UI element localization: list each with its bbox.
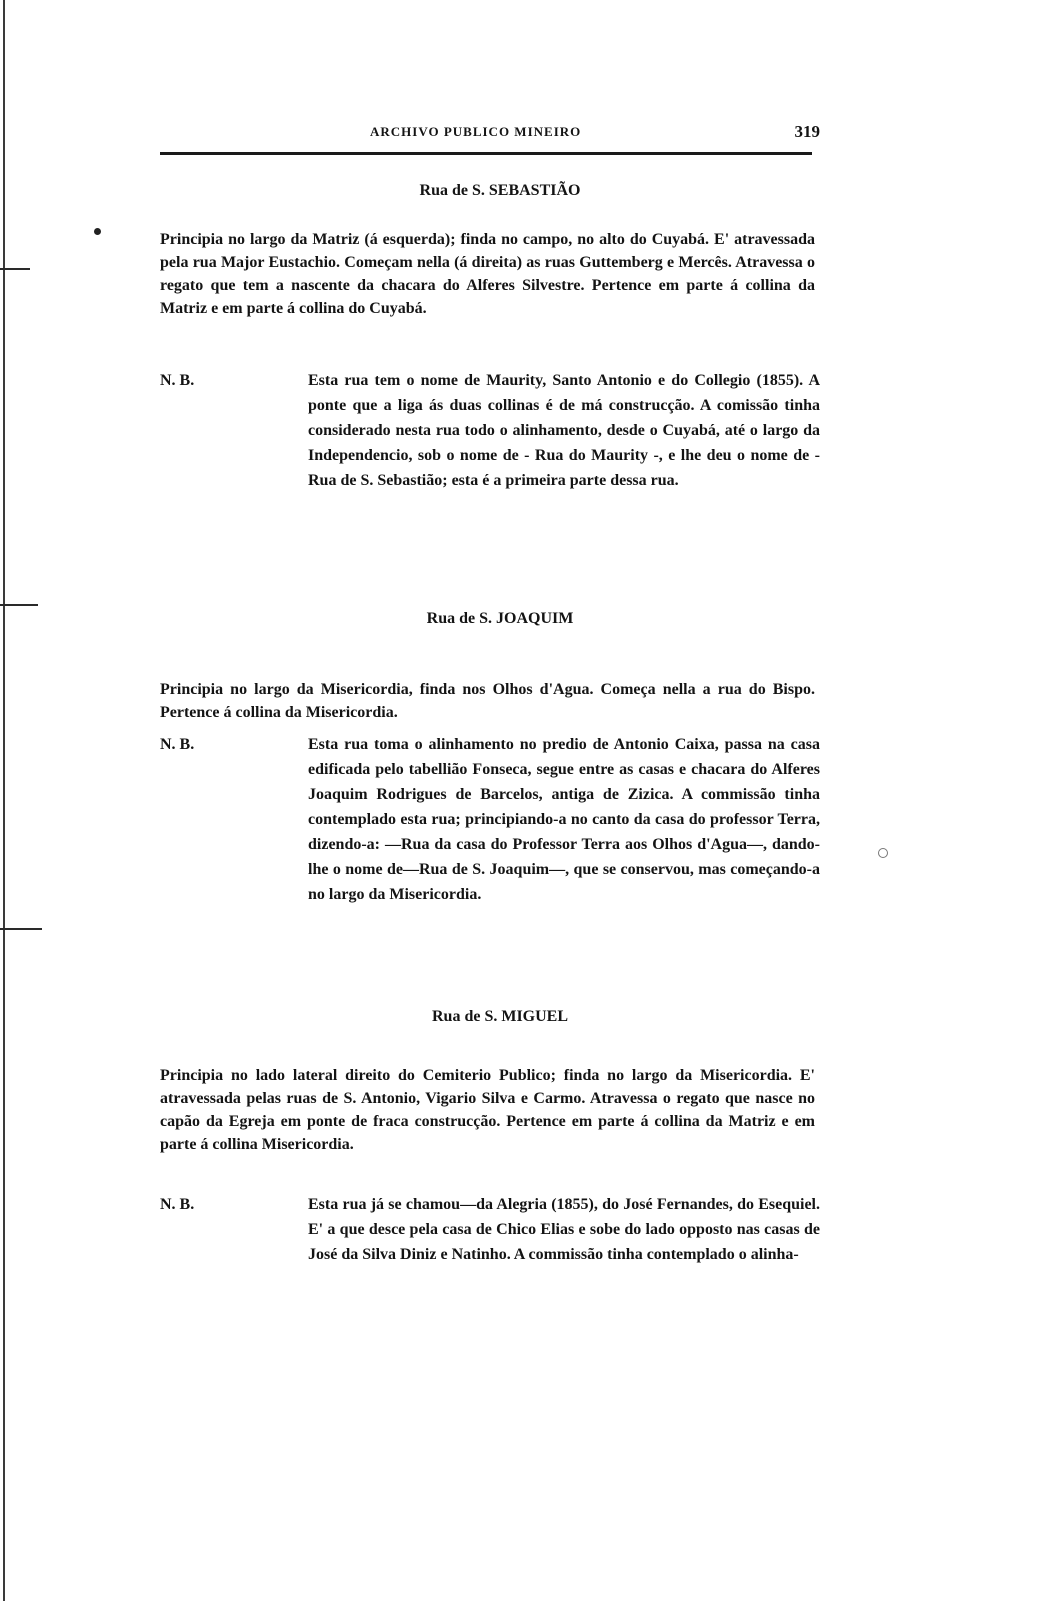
scan-mark	[0, 268, 30, 270]
running-head	[160, 124, 840, 148]
section-paragraph: Principia no largo da Matriz (á esquerda); finda no campo, no alto do Cuyabá. E' atravessada pela rua Major Eustachio. Começam nella (á direita) as ruas Guttemberg e Mercês. Atravessa o regato que tem a nascente da chacara do Alferes Silvestre. Pertence em parte á collina da Matriz e em parte á collina do Cuyabá.	[160, 231, 815, 317]
scan-ring	[878, 848, 888, 858]
note-text: Esta rua tem o nome de Maurity, Santo Antonio e do Collegio (1855). A ponte que a liga ás duas collinas é de má construcção. A comissão tinha considerado nesta rua todo o alinhamento, desde o Cuyabá, até o largo da Independencio, sob o nome de - Rua do Maurity -, e lhe deu o nome de - Rua de S. Sebastião; esta é a primeira parte dessa rua.	[308, 372, 820, 489]
section-heading: Rua de S. JOAQUIM	[426, 610, 574, 627]
note-label: N. B.	[160, 1196, 195, 1213]
note-text: Esta rua toma o alinhamento no predio de Antonio Caixa, passa na casa edificada pelo tabellião Fonseca, segue entre as casas e chacara do Alferes Joaquim Rodrigues de Barcelos, antiga de Zizica. A commissão tinha contemplado esta rua; principiando-a no canto da casa do professor Terra, dizendo-a: —Rua da casa do Professor Terra aos Olhos d'Agua—, dando-lhe o nome de—Rua de S. Joaquim—, que se conservou, mas começando-a no largo da Misericordia.	[308, 736, 820, 903]
scan-mark	[0, 928, 42, 930]
section-note	[160, 1192, 820, 1267]
page-number: 319	[794, 122, 820, 141]
note-label: N. B.	[160, 736, 195, 753]
section-paragraph: Principia no largo da Misericordia, finda nos Olhos d'Agua. Começa nella a rua do Bispo. Pertence á collina da Misericordia.	[160, 681, 815, 721]
header-rule	[160, 152, 812, 155]
scan-edge-line	[3, 0, 5, 1601]
section-paragraph: Principia no lado lateral direito do Cemiterio Publico; finda no largo da Misericordia. E' atravessada pelas ruas de S. Antonio, Vigario Silva e Carmo. Atravessa o regato que nasce no capão da Egreja em ponte de fraca construcção. Pertence em parte á collina da Matriz e em parte á collina Misericordia.	[160, 1067, 815, 1153]
section-heading: Rua de S. SEBASTIÃO	[419, 182, 581, 199]
scan-dot	[94, 228, 101, 235]
note-text: Esta rua já se chamou—da Alegria (1855), do José Fernandes, do Esequiel. E' a que desce pela casa de Chico Elias e sobe do lado opposto nas casas de José da Silva Diniz e Natinho. A commissão tinha contemplado o alinha-	[308, 1196, 820, 1263]
section-note	[160, 368, 820, 493]
section-heading: Rua de S. MIGUEL	[431, 1008, 569, 1025]
scan-mark	[0, 604, 38, 606]
note-label: N. B.	[160, 372, 195, 389]
journal-title: ARCHIVO PUBLICO MINEIRO	[370, 124, 582, 139]
section-note	[160, 732, 820, 907]
